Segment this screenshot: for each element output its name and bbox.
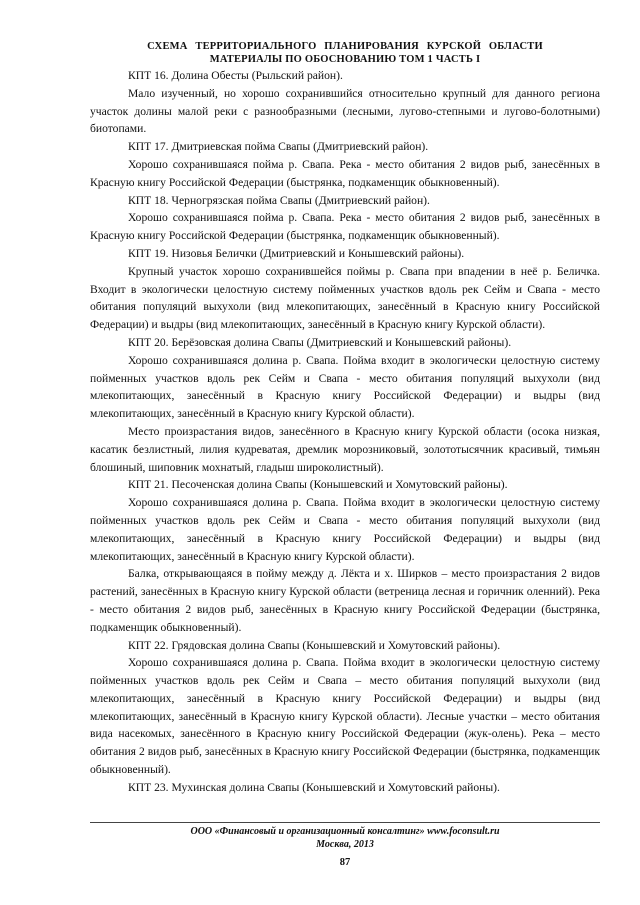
section-heading: КПТ 23. Мухинская долина Свапы (Конышевский и Хомутовский районы). [128, 780, 500, 794]
header-title: СХЕМА ТЕРРИТОРИАЛЬНОГО ПЛАНИРОВАНИЯ КУРСКОЙ ОБЛАСТИ [147, 41, 543, 52]
section-heading: КПТ 17. Дмитриевская пойма Свапы (Дмитриевский район). [128, 140, 429, 154]
document-body [90, 67, 600, 797]
body-paragraph: Хорошо сохранившаяся долина р. Свапа. Пойма входит в экологически целостную систему пойменных участков вдоль рек Сейм и Свапа - место обитания популяций выхухоли (вид млекопитающих, занесённый в Красную книгу Российской Федерации) и выдры (вид млекопитающих, занесённый в Красную книгу Курской области). [90, 353, 600, 421]
body-paragraph: Хорошо сохранившаяся долина р. Свапа. Пойма входит в экологически целостную систему пойменных участков вдоль рек Сейм и Свапа - место обитания популяций выхухоли (вид млекопитающих, занесённый в Красную книгу Российской Федерации) и выдры (вид млекопитающих, занесённый в Красную книгу Курской области). [90, 496, 600, 563]
document-footer [90, 825, 600, 851]
section-heading: КПТ 19. Низовья Белички (Дмитриевский и Конышевский районы). [128, 246, 465, 260]
section-heading: КПТ 18. Черногрязская пойма Свапы (Дмитриевский район). [128, 193, 430, 207]
body-paragraph: Балка, открывающаяся в пойму между д. Лёкта и х. Ширков – место произрастания 2 видов растений, занесённых в Красную книгу Курской области (ветреница лесная и горичник оленний). Река - место обитания 2 видов рыб, занесённых в Красную книгу Российской Федерации (быстрянка, подкаменщик обыкновенный). [90, 567, 600, 634]
body-paragraph: Крупный участок хорошо сохранившейся поймы р. Свапа при впадении в неё р. Беличка. Входит в экологически целостную систему пойменных участков вдоль рек Сейм и Свапа - место обитания популяций выхухоли (вид млекопитающих, занесённый в Красную книгу Российской Федерации) и выдры (вид млекопитающих, занесённый в Красную книгу Курской области). [90, 264, 600, 332]
section-heading: КПТ 20. Берёзовская долина Свапы (Дмитриевский и Конышевский районы). [128, 335, 512, 349]
page-number: 87 [339, 857, 351, 868]
body-paragraph: Место произрастания видов, занесённого в Красную книгу Курской области (осока низкая, касатик безлистный, лилия кудреватая, дремлик морозниковый, золототысячник красивый, тимьян блошиный, шиповник мохнатый, гладыш широколистный). [90, 424, 600, 474]
footer-company: ООО «Финансовый и организационный консалтинг» www.foconsult.ru [190, 826, 500, 837]
footer-divider [90, 822, 600, 823]
section-heading: КПТ 16. Долина Обесты (Рыльский район). [128, 69, 343, 82]
footer-city-year: Москва, 2013 [316, 839, 374, 850]
document-header [90, 40, 600, 66]
header-subtitle: МАТЕРИАЛЫ ПО ОБОСНОВАНИЮ ТОМ 1 ЧАСТЬ I [209, 54, 481, 65]
body-paragraph: Мало изученный, но хорошо сохранившийся относительно крупный для данного региона участок долины малой реки с разнообразными (лесными, лугово-степными и лугово-болотными) биотопами. [90, 86, 600, 136]
body-paragraph: Хорошо сохранившаяся долина р. Свапа. Пойма входит в экологически целостную систему пойменных участков вдоль рек Сейм и Свапа – место обитания популяций выхухоли (вид млекопитающих, занесённый в Красную книгу Российской Федерации) и выдры (вид млекопитающих, занесённый в Красную книгу Курской области). Лесные участки – место обитания вида насекомых, занесённого в Красную книгу Российской Федерации (жук-олень). Река – место обитания 2 видов рыб, занесённых в Красную книгу Российской Федерации (быстрянка, подкаменщик обыкновенный). [90, 656, 600, 777]
body-paragraph: Хорошо сохранившаяся пойма р. Свапа. Река - место обитания 2 видов рыб, занесённых в Красную книгу Российской Федерации (быстрянка, подкаменщик обыкновенный). [90, 157, 600, 189]
body-paragraph: Хорошо сохранившаяся пойма р. Свапа. Река - место обитания 2 видов рыб, занесённых в Красную книгу Российской Федерации (быстрянка, подкаменщик обыкновенный). [90, 211, 600, 243]
section-heading: КПТ 21. Песоченская долина Свапы (Конышевский и Хомутовский районы). [128, 478, 508, 492]
section-heading: КПТ 22. Грядовская долина Свапы (Конышевский и Хомутовский районы). [128, 638, 501, 652]
